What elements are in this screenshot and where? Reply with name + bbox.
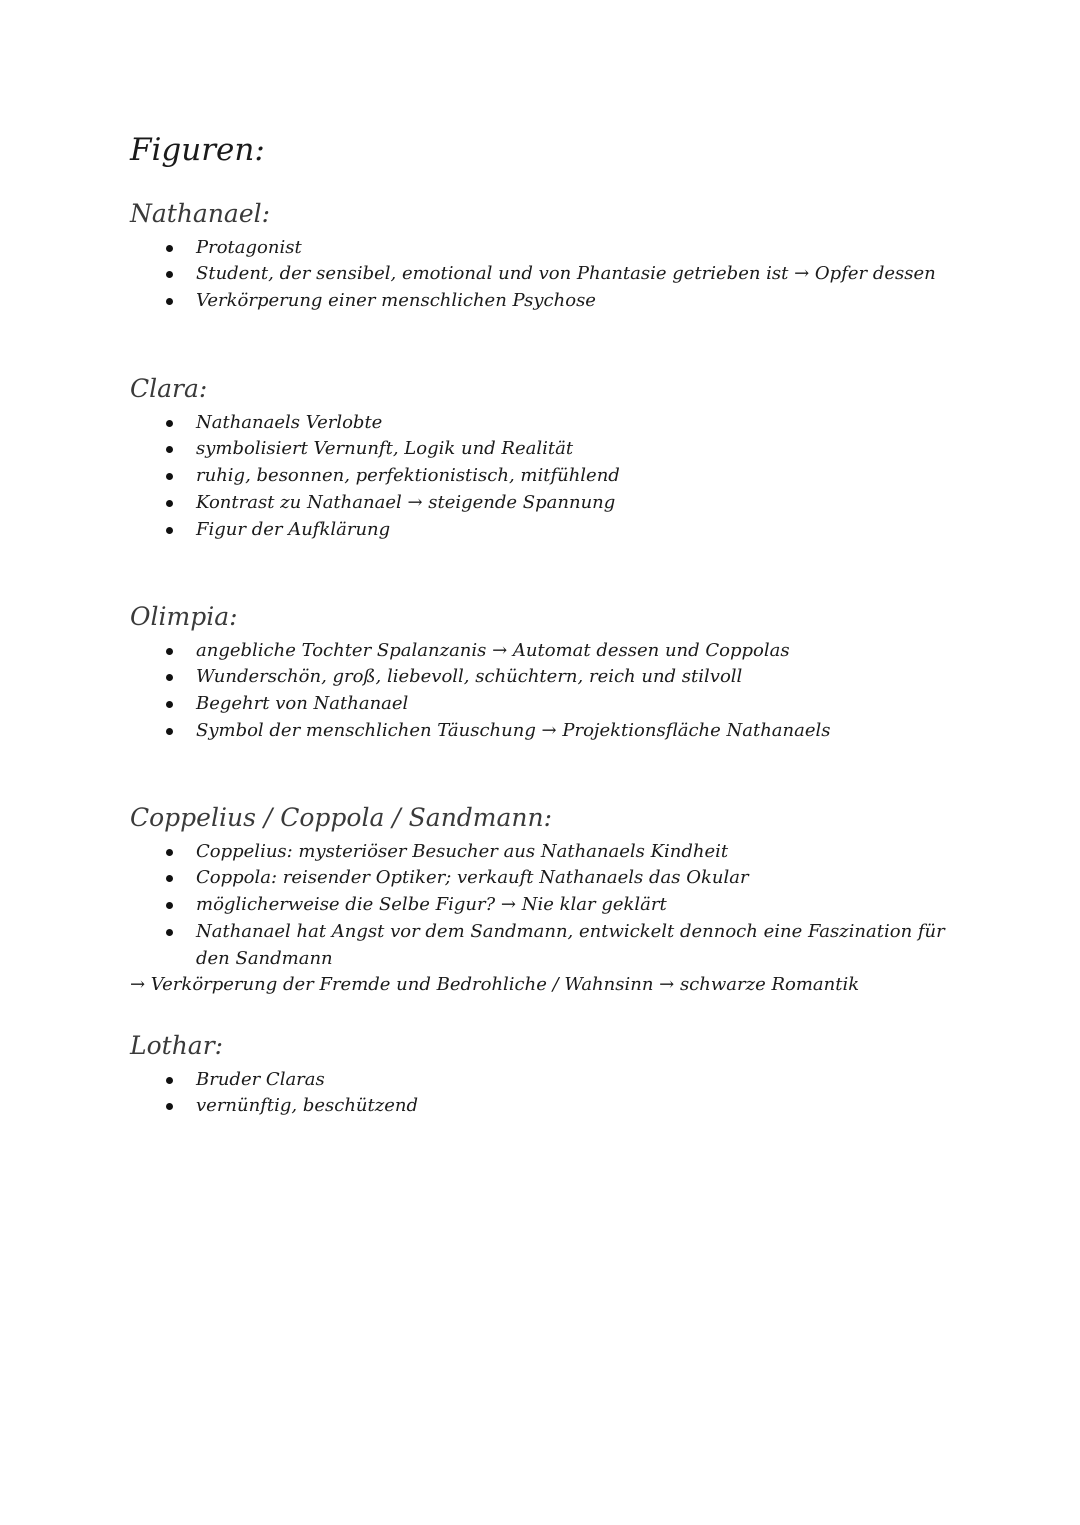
list-item: angebliche Tochter Spalanzanis → Automat dessen und Coppolas xyxy=(166,638,960,665)
bullet-list-lothar xyxy=(130,1067,960,1121)
bullet-icon xyxy=(166,701,173,708)
bullet-icon xyxy=(166,271,173,278)
bullet-list-clara xyxy=(130,410,960,544)
section-heading-coppelius: Coppelius / Coppola / Sandmann: xyxy=(130,803,553,832)
bullet-icon xyxy=(166,929,173,936)
bullet-list-nathanael xyxy=(130,235,960,315)
summary-note: → Verkörperung der Fremde und Bedrohliche / Wahnsinn → schwarze Romantik xyxy=(130,974,860,996)
list-item: vernünftig, beschützend xyxy=(166,1093,960,1120)
list-item: Wunderschön, groß, liebevoll, schüchtern, reich und stilvoll xyxy=(166,664,960,691)
list-item: Coppola: reisender Optiker; verkauft Nathanaels das Okular xyxy=(166,865,960,892)
section-nathanael xyxy=(130,198,960,315)
section-coppelius xyxy=(130,802,960,999)
bullet-list-coppelius xyxy=(130,839,960,973)
bullet-icon xyxy=(166,849,173,856)
section-heading-nathanael: Nathanael: xyxy=(130,199,271,228)
list-item: Kontrast zu Nathanael → steigende Spannung xyxy=(166,490,960,517)
list-item: symbolisiert Vernunft, Logik und Realität xyxy=(166,436,960,463)
list-item: Nathanaels Verlobte xyxy=(166,410,960,437)
bullet-icon xyxy=(166,500,173,507)
bullet-icon xyxy=(166,875,173,882)
bullet-icon xyxy=(166,245,173,252)
bullet-icon xyxy=(166,446,173,453)
list-item: Symbol der menschlichen Täuschung → Projektionsfläche Nathanaels xyxy=(166,718,960,745)
list-item: Student, der sensibel, emotional und von Phantasie getrieben ist → Opfer dessen xyxy=(166,261,960,288)
bullet-icon xyxy=(166,1103,173,1110)
page-title: Figuren: xyxy=(130,132,265,168)
bullet-icon xyxy=(166,473,173,480)
list-item: ruhig, besonnen, perfektionistisch, mitfühlend xyxy=(166,463,960,490)
list-item: Coppelius: mysteriöser Besucher aus Nathanaels Kindheit xyxy=(166,839,960,866)
bullet-list-olimpia xyxy=(130,638,960,745)
list-item: Verkörperung einer menschlichen Psychose xyxy=(166,288,960,315)
section-olimpia xyxy=(130,601,960,745)
bullet-icon xyxy=(166,902,173,909)
list-item: Nathanael hat Angst vor dem Sandmann, entwickelt dennoch eine Faszination für den Sandmann xyxy=(166,919,960,973)
bullet-icon xyxy=(166,298,173,305)
list-item: Protagonist xyxy=(166,235,960,262)
section-heading-lothar: Lothar: xyxy=(130,1031,224,1060)
bullet-icon xyxy=(166,728,173,735)
list-item: Bruder Claras xyxy=(166,1067,960,1094)
bullet-icon xyxy=(166,648,173,655)
bullet-icon xyxy=(166,527,173,534)
bullet-icon xyxy=(166,1077,173,1084)
list-item: Begehrt von Nathanael xyxy=(166,691,960,718)
list-item: möglicherweise die Selbe Figur? → Nie klar geklärt xyxy=(166,892,960,919)
section-heading-olimpia: Olimpia: xyxy=(130,602,238,631)
list-item: Figur der Aufklärung xyxy=(166,517,960,544)
section-clara xyxy=(130,373,960,543)
bullet-icon xyxy=(166,420,173,427)
section-lothar xyxy=(130,1030,960,1120)
section-heading-clara: Clara: xyxy=(130,374,208,403)
bullet-icon xyxy=(166,674,173,681)
